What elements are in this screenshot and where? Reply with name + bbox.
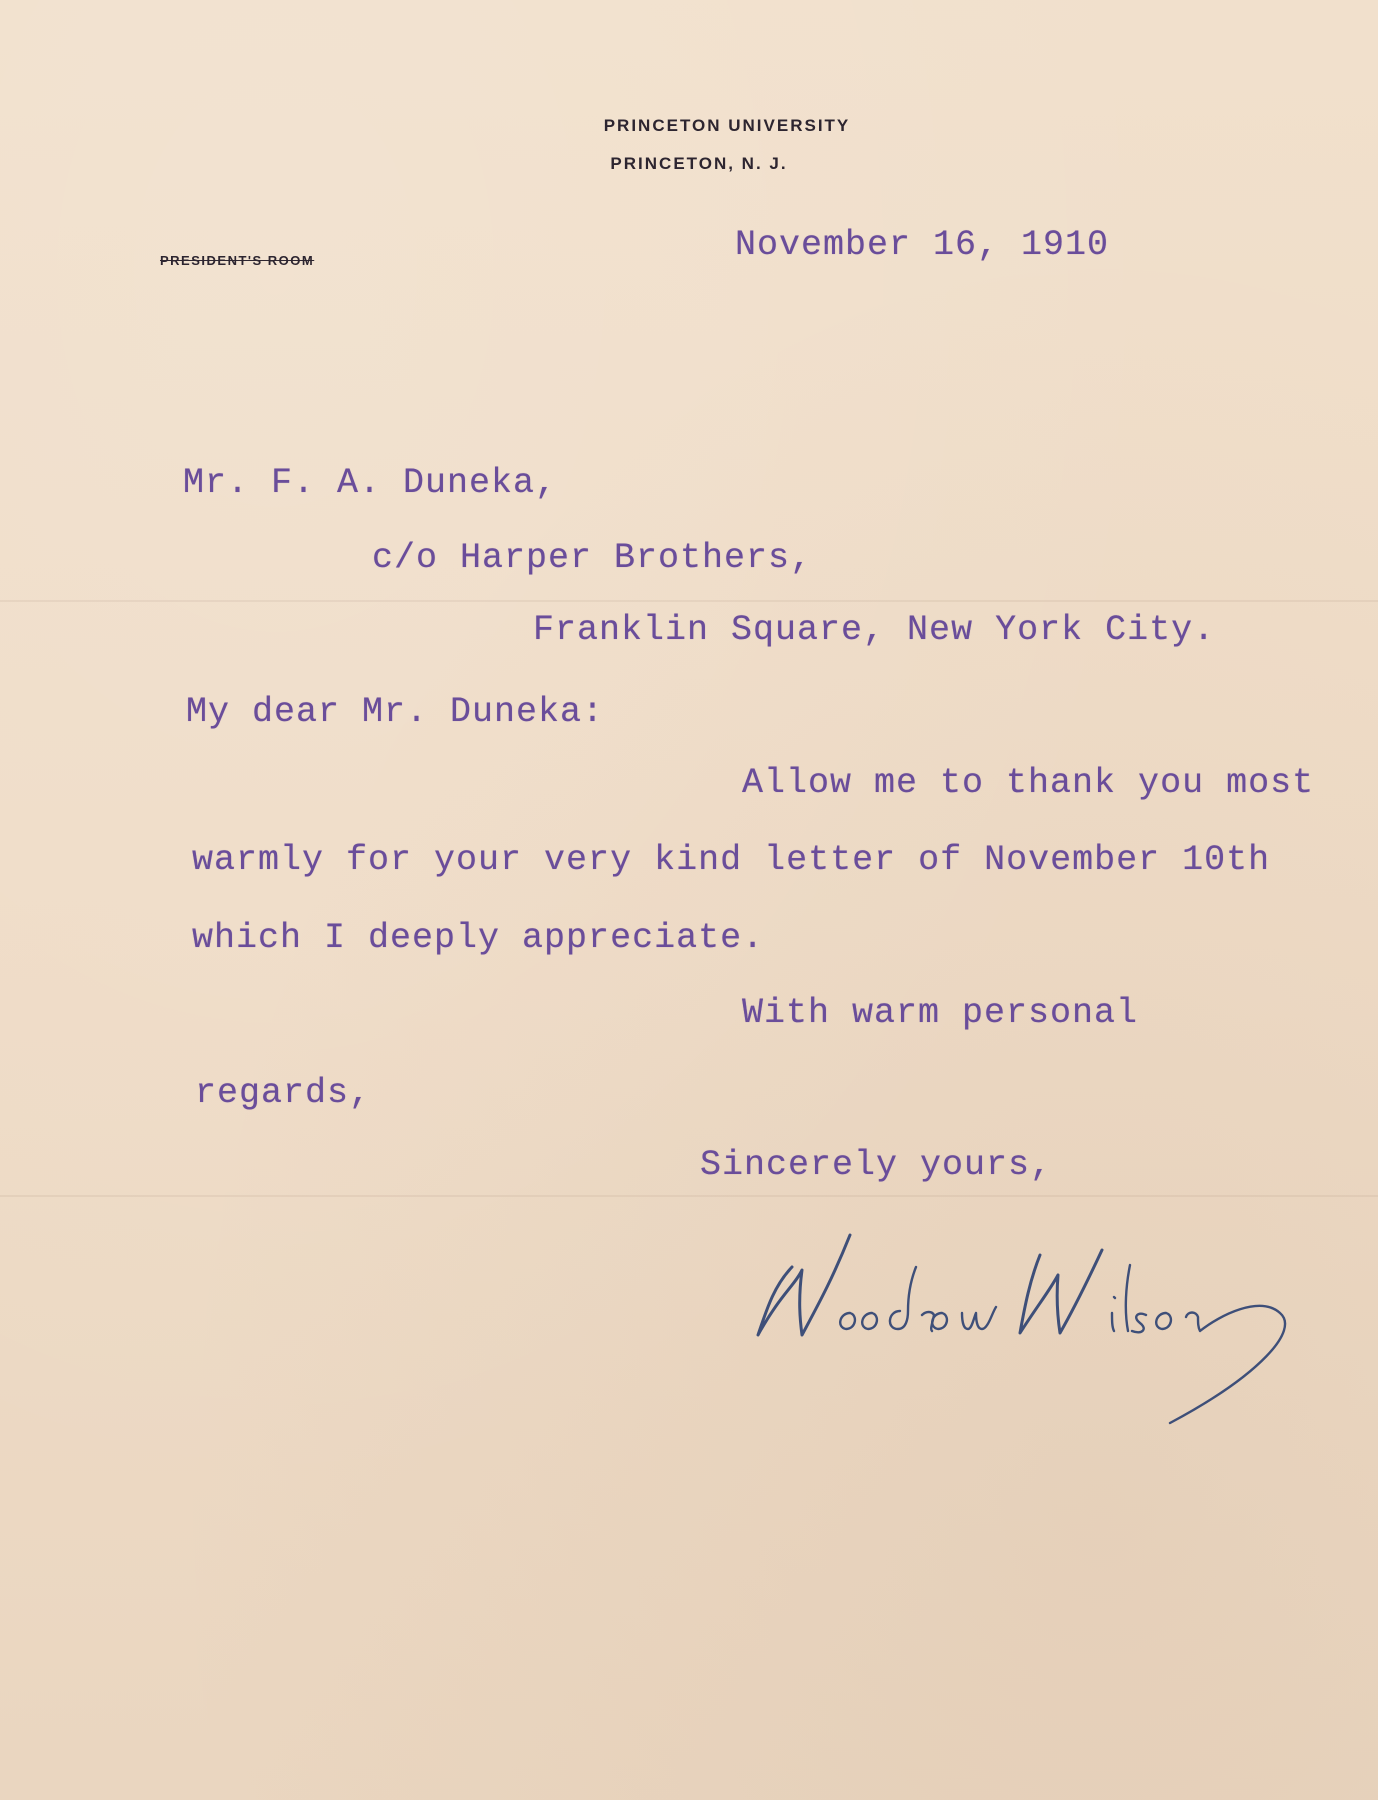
signature-woodrow-wilson	[740, 1195, 1310, 1425]
recipient-address: Franklin Square, New York City.	[533, 610, 1216, 650]
letterhead-institution: PRINCETON UNIVERSITY	[603, 116, 851, 135]
body-line: With warm personal	[742, 993, 1139, 1033]
fold-line	[0, 600, 1378, 602]
struck-office-label: PRESIDENT'S ROOM	[160, 253, 315, 268]
body-line: regards,	[195, 1073, 372, 1113]
closing: Sincerely yours,	[700, 1145, 1053, 1185]
letter-date: November 16, 1910	[735, 225, 1110, 265]
letterhead-location: PRINCETON, N. J.	[610, 154, 788, 173]
body-line: warmly for your very kind letter of November 10th	[192, 840, 1271, 880]
salutation: My dear Mr. Duneka:	[186, 692, 605, 732]
body-line: which I deeply appreciate.	[192, 918, 765, 958]
body-line: Allow me to thank you most	[742, 763, 1315, 803]
recipient-care-of: c/o Harper Brothers,	[372, 538, 813, 578]
recipient-name: Mr. F. A. Duneka,	[183, 463, 558, 503]
